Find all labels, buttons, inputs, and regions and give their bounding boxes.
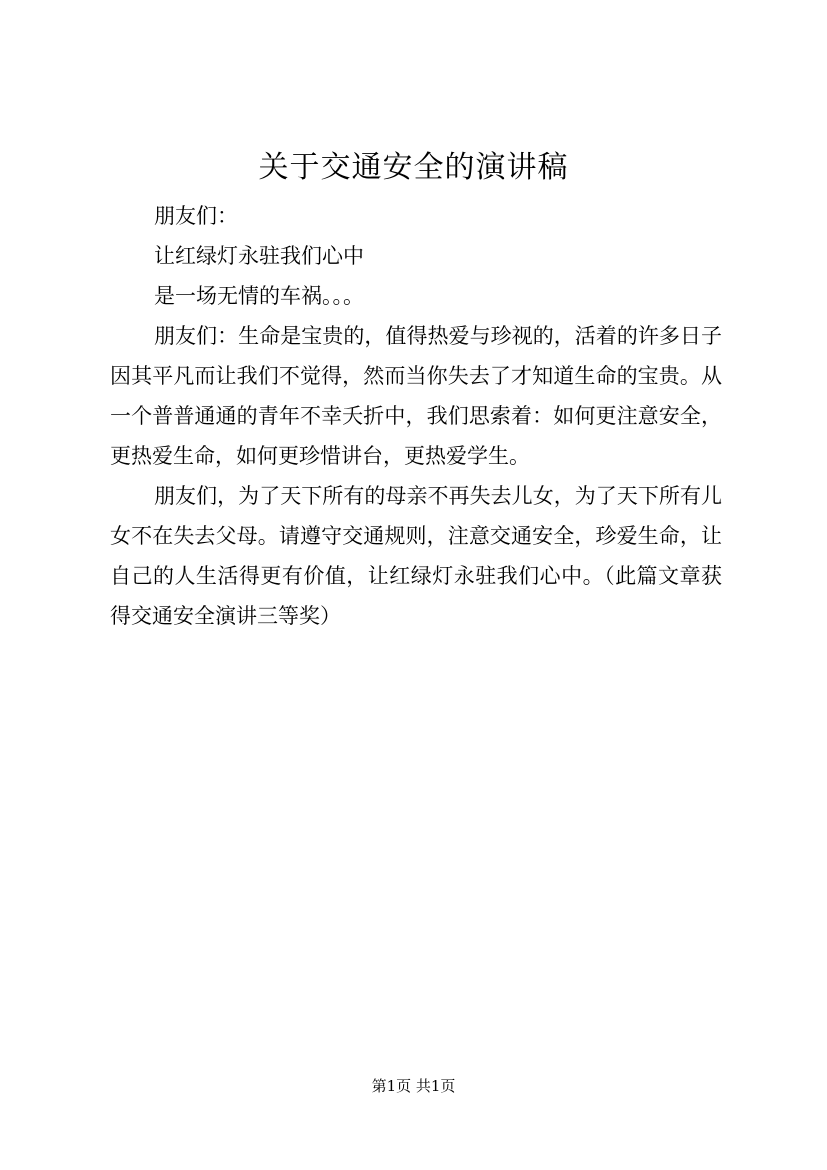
page-number-footer: 第1页 共1页 bbox=[371, 1077, 456, 1095]
document-body bbox=[110, 196, 722, 636]
paragraph-greeting: 朋友们： bbox=[154, 204, 238, 228]
document-title: 关于交通安全的演讲稿 bbox=[258, 150, 569, 185]
paragraph-intro: 是一场无情的车祸。。。 bbox=[154, 284, 364, 308]
paragraph-body-2: 朋友们，为了天下所有的母亲不再失去儿女，为了天下所有儿女不在失去父母。请遵守交通规则，注意交通安全，珍爱生命，让自己的人生活得更有价值，让红绿灯永驻我们心中。（此篇文章获得交通安全演讲三等奖） bbox=[110, 484, 722, 628]
paragraph-subtitle: 让红绿灯永驻我们心中 bbox=[154, 244, 364, 268]
paragraph-body-1: 朋友们：生命是宝贵的，值得热爱与珍视的，活着的许多日子因其平凡而让我们不觉得，然而当你失去了才知道生命的宝贵。从一个普普通通的青年不幸夭折中，我们思索着：如何更注意安全，更热爱生命，如何更珍惜讲台，更热爱学生。 bbox=[110, 324, 722, 468]
